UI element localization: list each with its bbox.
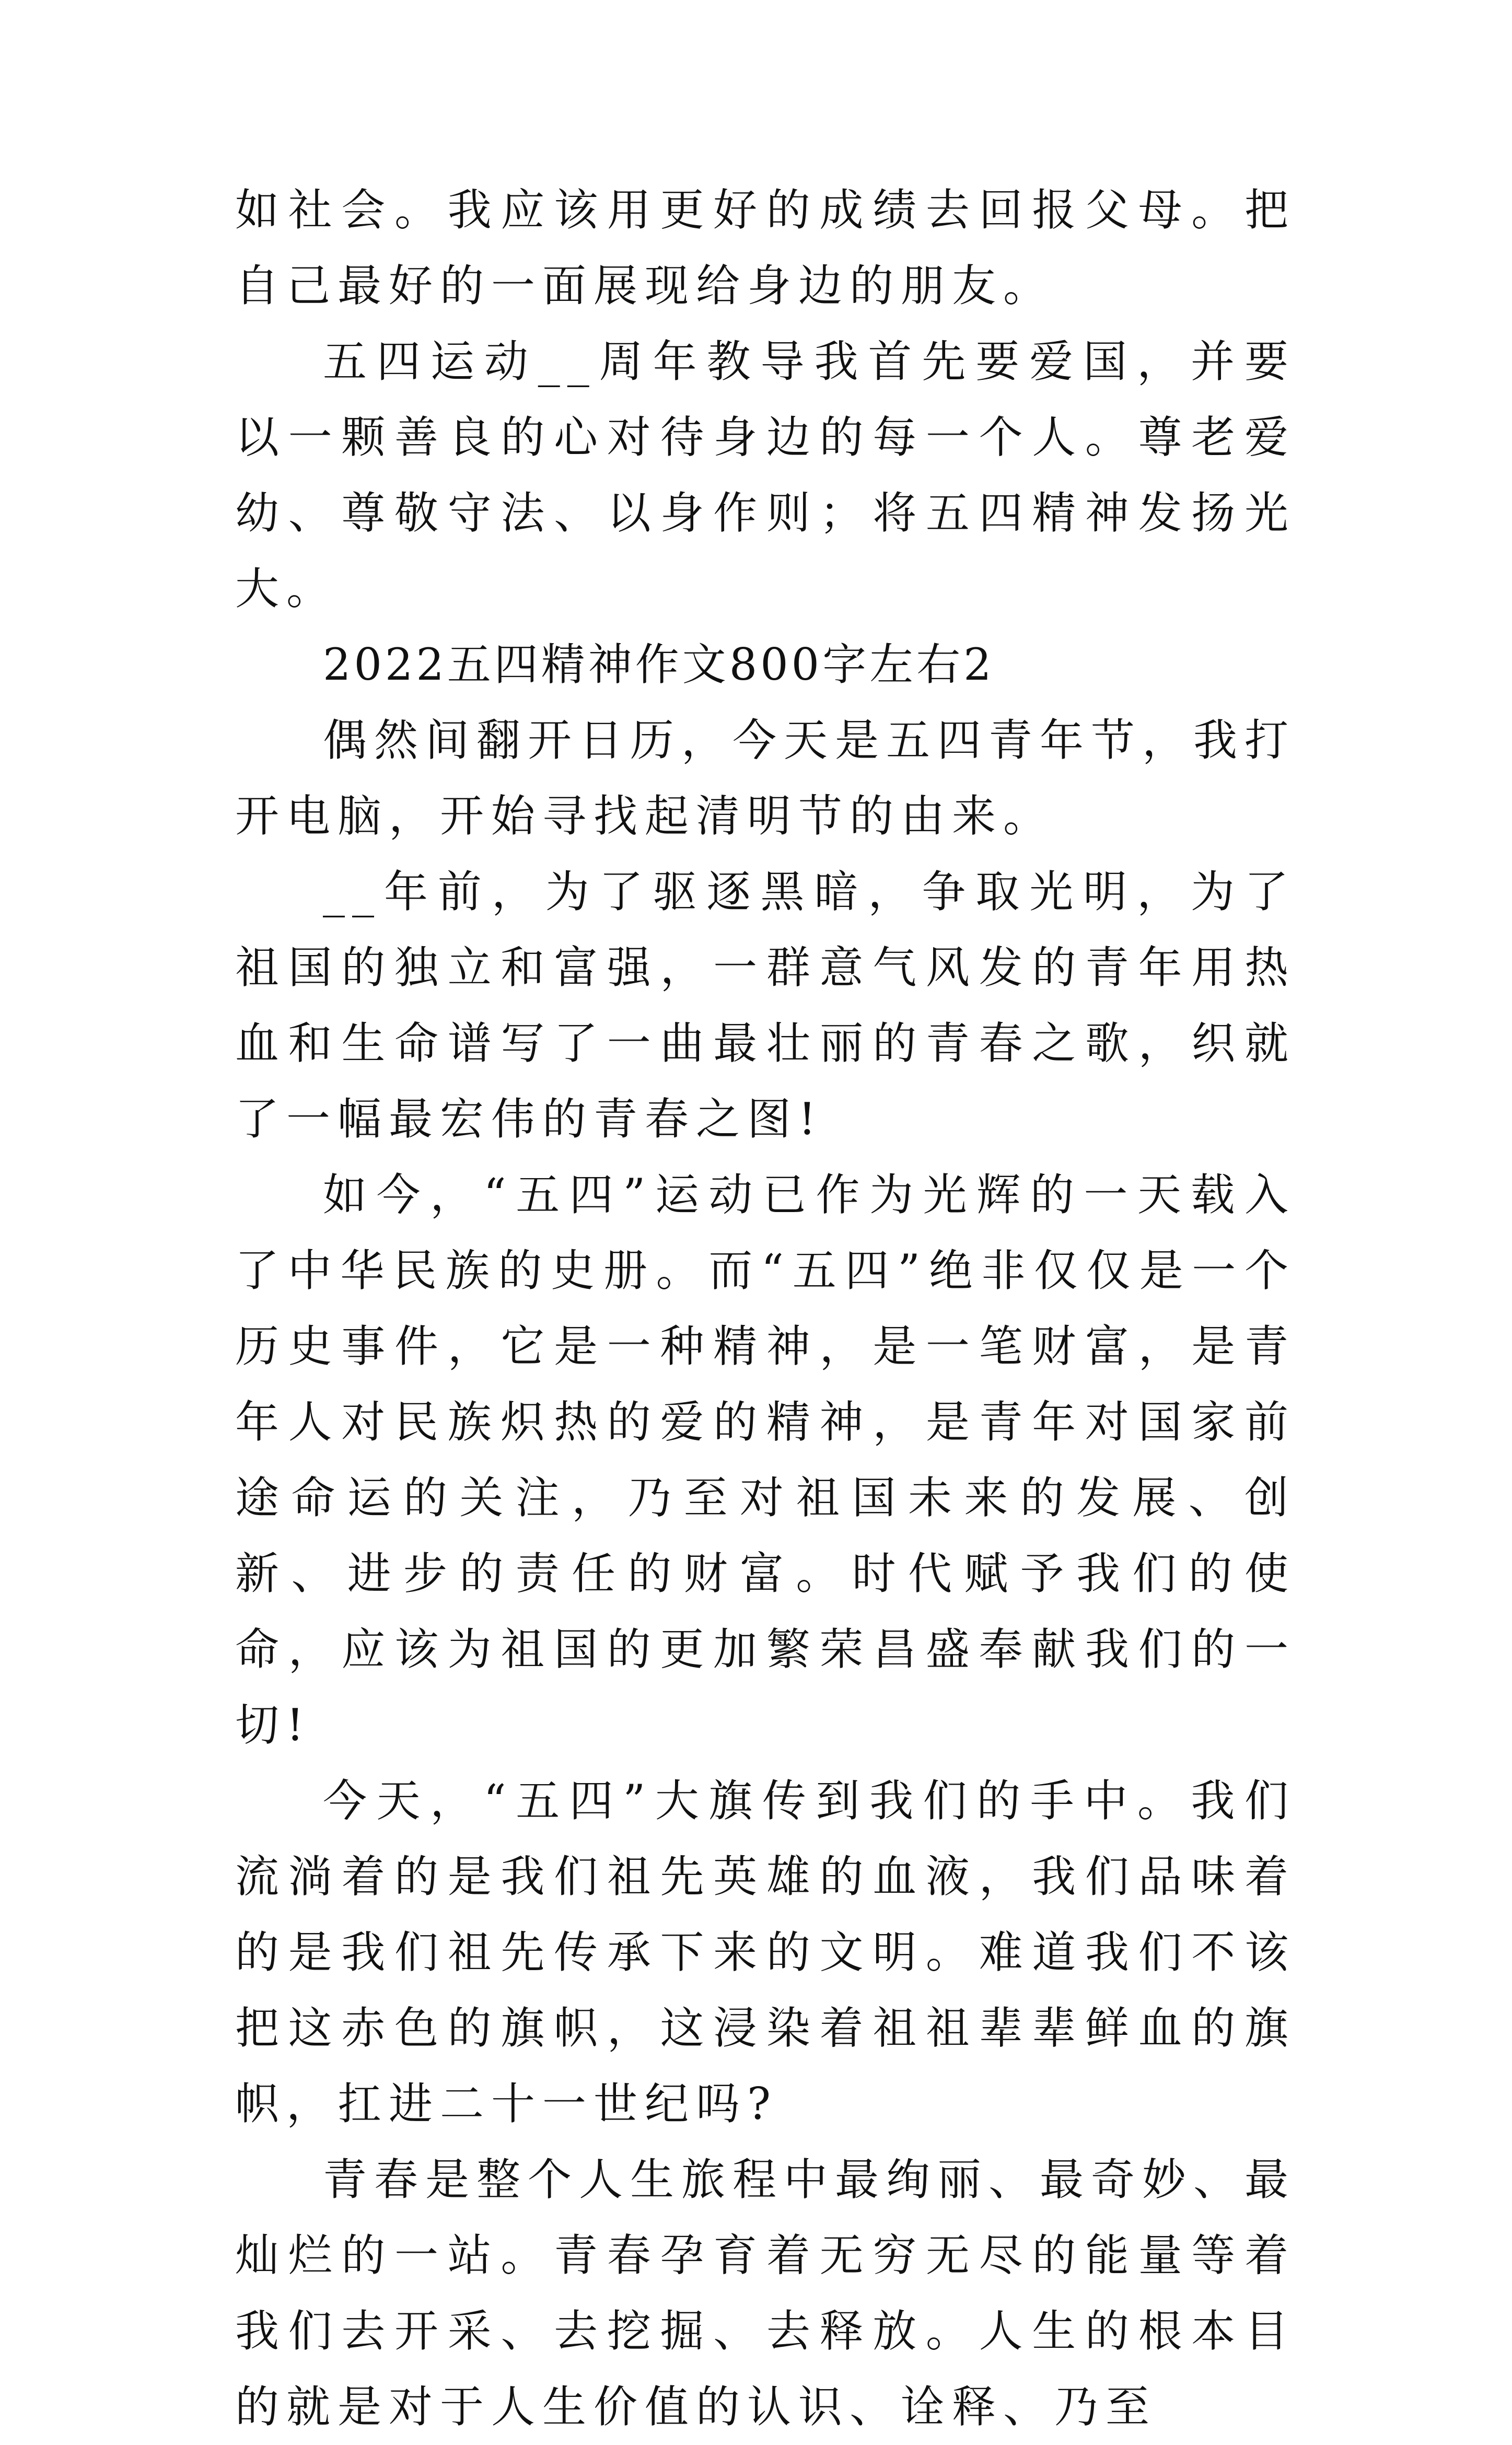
paragraph: __年前，为了驱逐黑暗，争取光明，为了祖国的独立和富强，一群意气风发的青年用热血和生命谱写了一曲最壮丽的青春之歌，织就了一幅最宏伟的青春之图!	[235, 866, 1296, 1145]
paragraph-continuation: 如社会。我应该用更好的成绩去回报父母。把自己最好的一面展现给身边的朋友。	[235, 184, 1296, 311]
paragraph: 五四运动__周年教导我首先要爱国，并要以一颗善良的心对待身边的每一个人。尊老爱幼、尊敬守法、以身作则；将五四精神发扬光大。	[235, 336, 1296, 614]
document-body	[235, 172, 1296, 2445]
paragraph: 如今，“五四”运动已作为光辉的一天载入了中华民族的史册。而“五四”绝非仅仅是一个历史事件，它是一种精神，是一笔财富，是青年人对民族炽热的爱的精神，是青年对国家前途命运的关注，乃至对祖国未来的发展、创新、进步的责任的财富。时代赋予我们的使命，应该为祖国的更加繁荣昌盛奉献我们的一切!	[235, 1169, 1296, 1751]
paragraph: 今天，“五四”大旗传到我们的手中。我们流淌着的是我们祖先英雄的血液，我们品味着的是我们祖先传承下来的文明。难道我们不该把这赤色的旗帜，这浸染着祖祖辈辈鲜血的旗帜，扛进二十一世纪吗?	[235, 1775, 1296, 2129]
paragraph: 青春是整个人生旅程中最绚丽、最奇妙、最灿烂的一站。青春孕育着无穷无尽的能量等着我们去开采、去挖掘、去释放。人生的根本目的就是对于人生价值的认识、诠释、乃至	[235, 2154, 1296, 2432]
paragraph: 偶然间翻开日历，今天是五四青年节，我打开电脑，开始寻找起清明节的由来。	[235, 715, 1296, 842]
section-heading: 2022五四精神作文800字左右2	[323, 639, 995, 690]
